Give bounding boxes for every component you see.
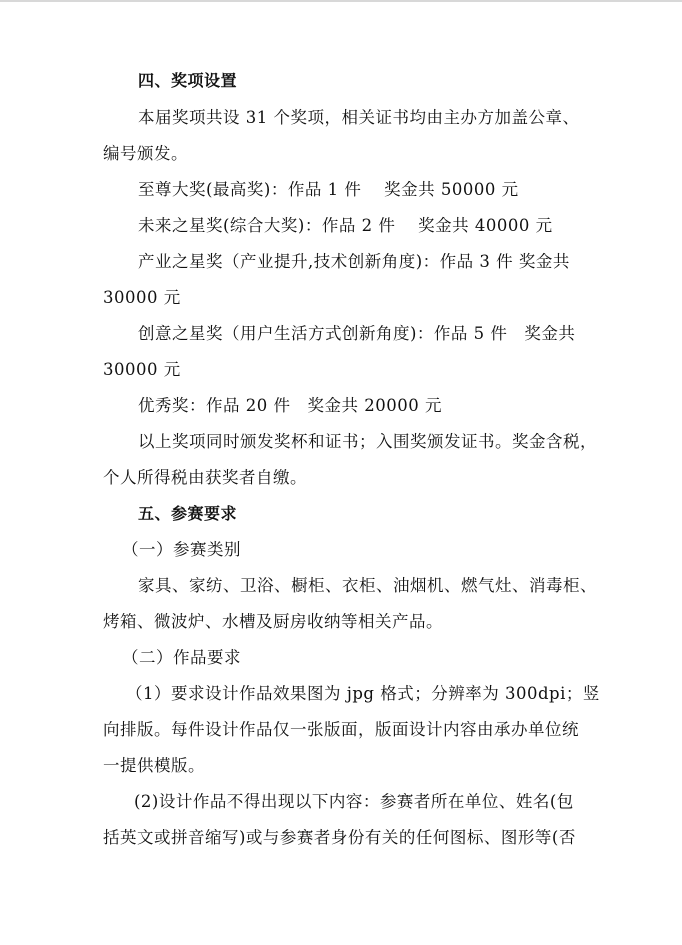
item-1-line-2: 向排版。每件设计作品仅一张版面，版面设计内容由承办单位统 [103, 720, 579, 739]
award-supreme: 至尊大奖(最高奖)：作品 1 件 奖金共 50000 元 [138, 180, 519, 199]
item-1-line-1: （1）要求设计作品效果图为 jpg 格式；分辨率为 300dpi；竖 [126, 684, 600, 703]
award-creative-star-line-1: 创意之星奖（用户生活方式创新角度)：作品 5 件 奖金共 [138, 324, 576, 343]
award-industry-star-line-2: 30000 元 [103, 288, 181, 307]
item-1-line-3: 一提供模版。 [103, 756, 205, 775]
subsection-2-heading: （二）作品要求 [122, 648, 241, 667]
section-4-heading: 四、奖项设置 [138, 71, 238, 90]
award-excellence: 优秀奖：作品 20 件 奖金共 20000 元 [138, 396, 442, 415]
award-future-star: 未来之星奖(综合大奖)：作品 2 件 奖金共 40000 元 [138, 216, 553, 235]
section-4-note-line-1: 以上奖项同时颁发奖杯和证书；入围奖颁发证书。奖金含税， [138, 432, 597, 451]
item-2-line-2: 括英文或拼音缩写)或与参赛者身份有关的任何图标、图形等(否 [103, 828, 576, 847]
section-4-intro-line-2: 编号颁发。 [103, 144, 188, 163]
award-industry-star-line-1: 产业之星奖（产业提升,技术创新角度)：作品 3 件 奖金共 [138, 252, 570, 271]
section-4-intro-line-1: 本届奖项共设 31 个奖项，相关证书均由主办方加盖公章、 [138, 108, 580, 127]
subsection-1-heading: （一）参赛类别 [122, 540, 241, 559]
section-5-heading: 五、参赛要求 [138, 504, 238, 523]
award-creative-star-line-2: 30000 元 [103, 360, 181, 379]
section-4-note-line-2: 个人所得税由获奖者自缴。 [103, 468, 307, 487]
subsection-1-body-line-2: 烤箱、微波炉、水槽及厨房收纳等相关产品。 [103, 612, 443, 631]
subsection-1-body-line-1: 家具、家纺、卫浴、橱柜、衣柜、油烟机、燃气灶、消毒柜、 [138, 576, 597, 595]
item-2-line-1: (2)设计作品不得出现以下内容：参赛者所在单位、姓名(包 [134, 792, 574, 811]
